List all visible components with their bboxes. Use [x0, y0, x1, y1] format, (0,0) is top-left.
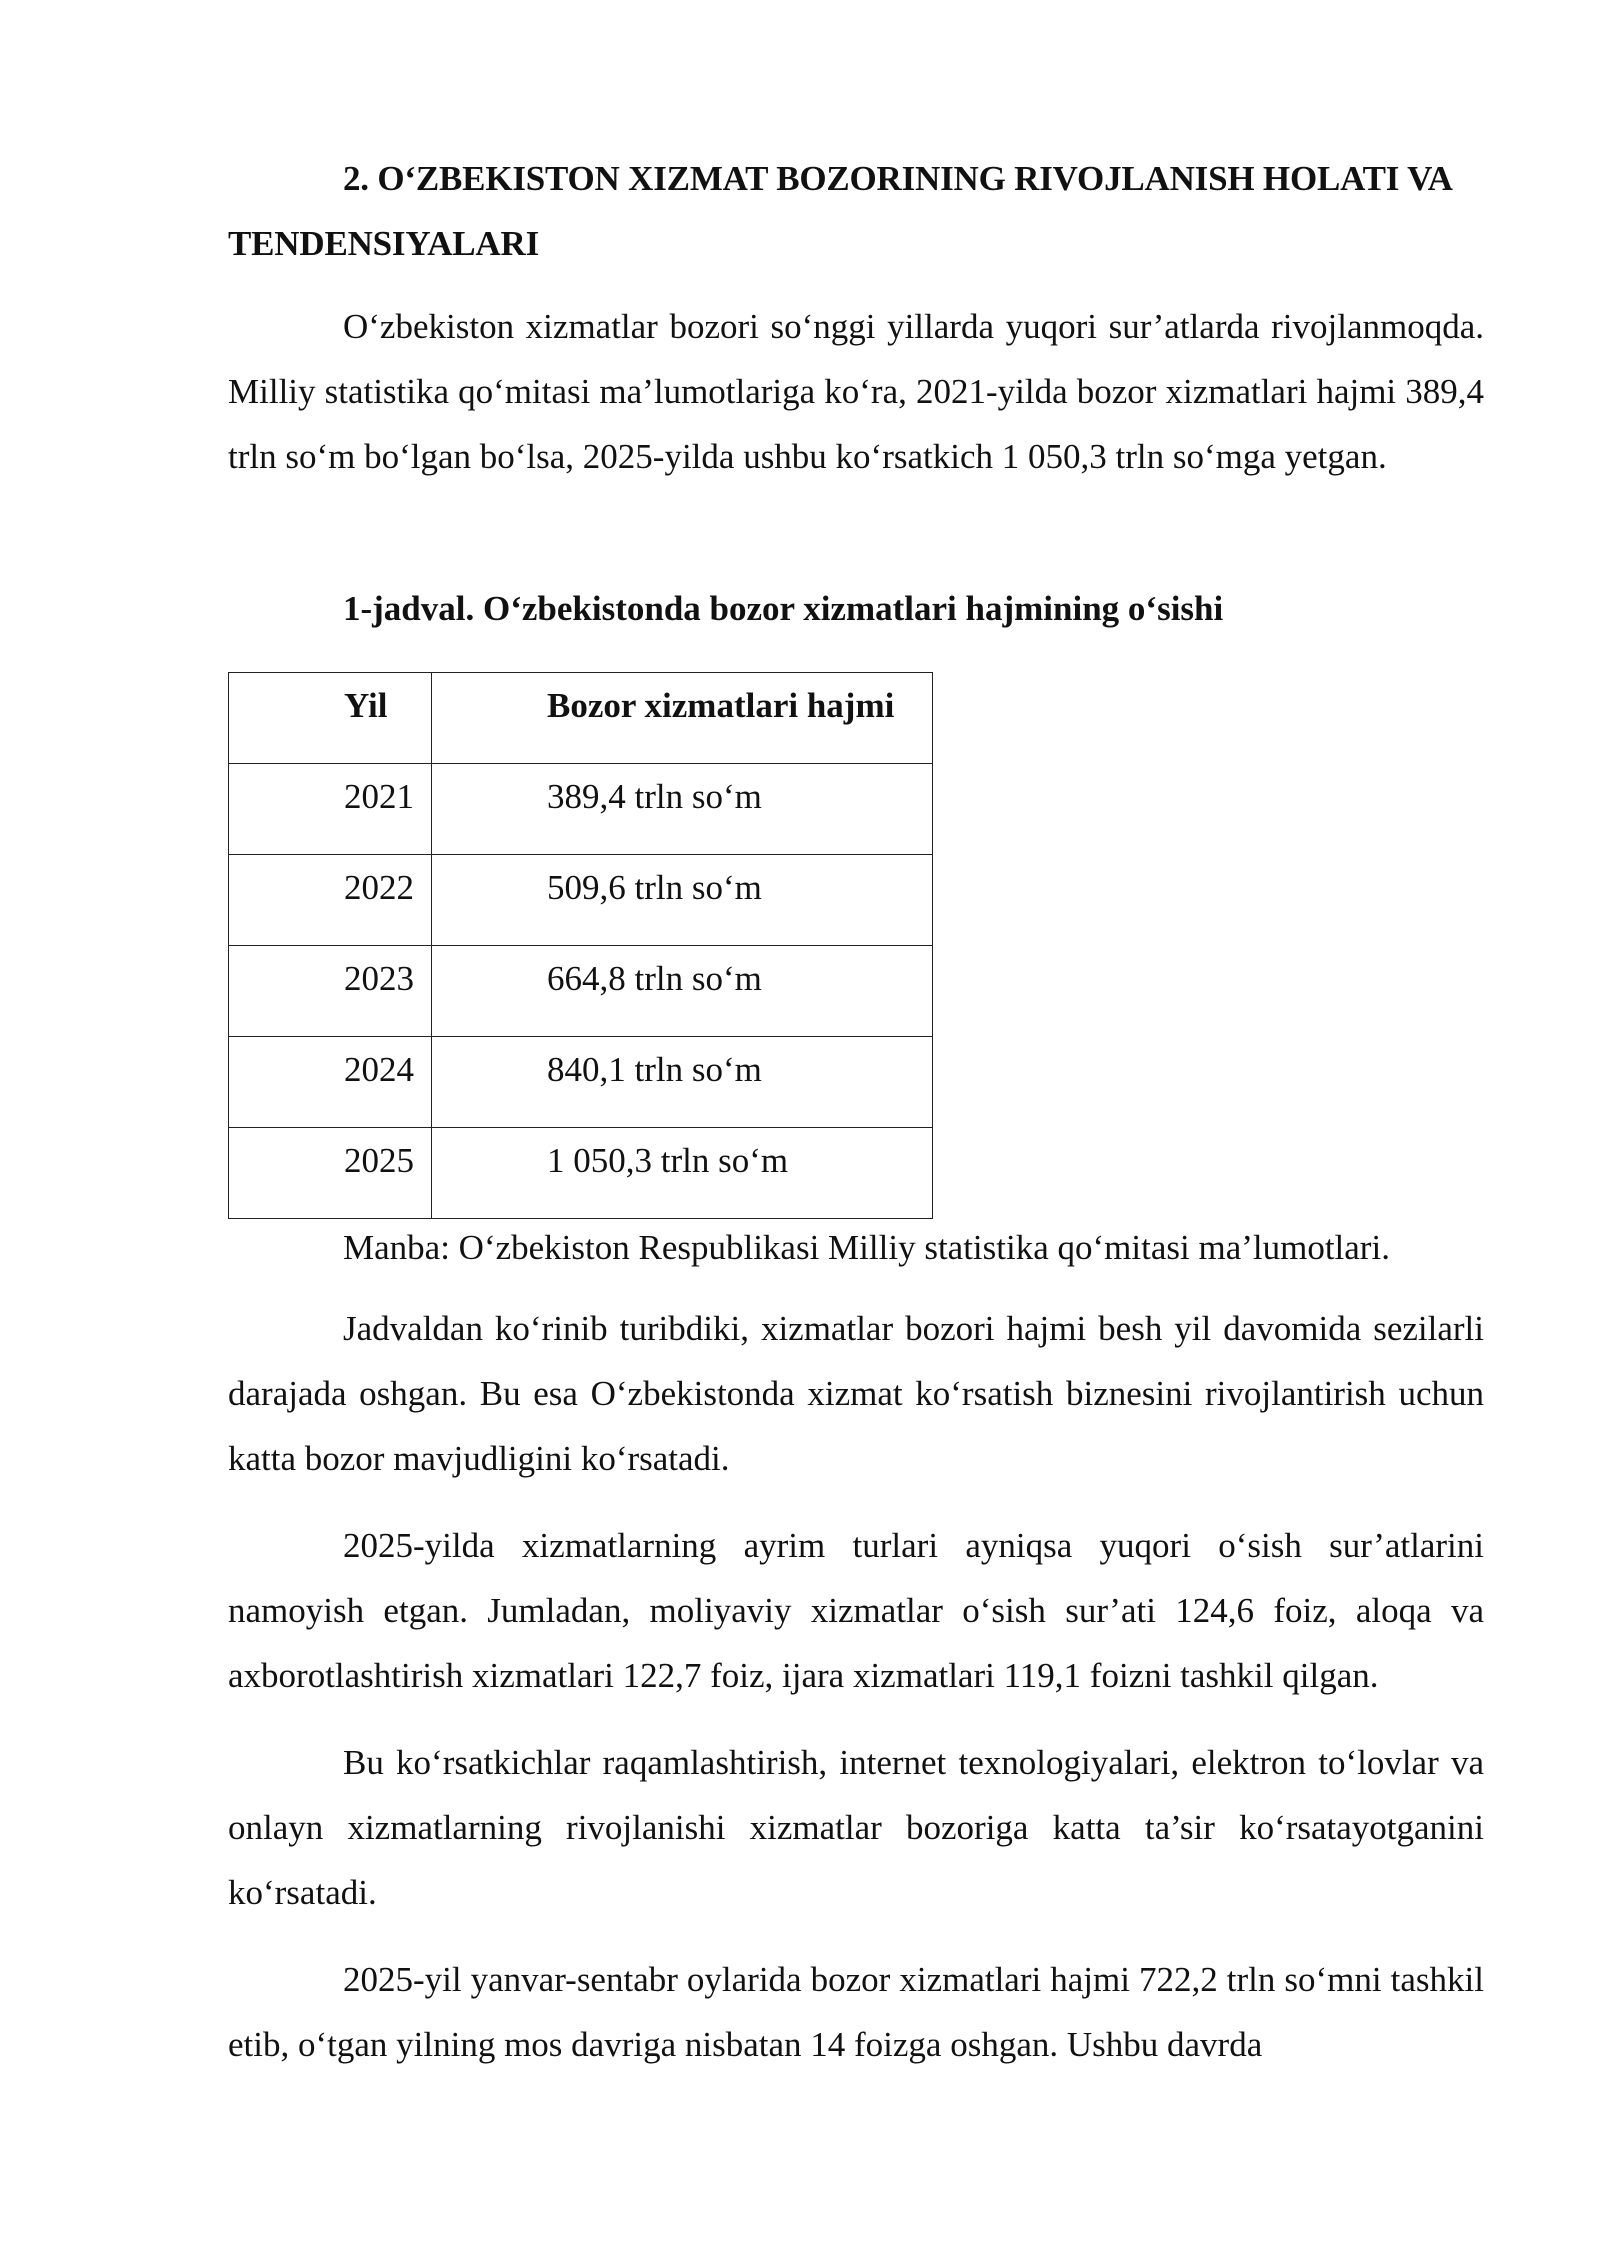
table-row	[229, 946, 933, 1037]
cell-volume: 664,8 trln so‘m	[432, 946, 933, 1037]
table-caption: 1-jadval. O‘zbekistonda bozor xizmatlari hajmining o‘sishi	[343, 589, 1224, 628]
section-heading: 2. O‘ZBEKISTON XIZMAT BOZORINING RIVOJLANISH HOLATI VA TENDENSIYALARI	[228, 159, 1451, 263]
paragraph-digitalization: Bu ko‘rsatkichlar raqamlashtirish, internet texnologiyalari, elektron to‘lovlar va onlayn xizmatlarning rivojlanishi xizmatlar bozoriga katta ta’sir ko‘rsatayotganini ko‘rsatadi.	[228, 1743, 1484, 1912]
cell-volume: 1 050,3 trln so‘m	[432, 1128, 933, 1219]
cell-year: 2024	[229, 1037, 432, 1128]
paragraph-growth-rates: 2025-yilda xizmatlarning ayrim turlari ayniqsa yuqori o‘sish sur’atlarini namoyish etgan. Jumladan, moliyaviy xizmatlar o‘sish sur’ati 124,6 foiz, aloqa va axborotlashtirish xizmatlari 122,7 foiz, ijara xizmatlari 119,1 foizni tashkil qilgan.	[228, 1526, 1484, 1695]
table-row	[229, 1037, 933, 1128]
cell-year: 2023	[229, 946, 432, 1037]
market-volume-table	[228, 672, 933, 1219]
table-row	[229, 855, 933, 946]
paragraph-intro: O‘zbekiston xizmatlar bozori so‘nggi yillarda yuqori sur’atlarda rivojlanmoqda. Milliy statistika qo‘mitasi ma’lumotlariga ko‘ra, 2021-yilda bozor xizmatlari hajmi 389,4 trln so‘m bo‘lgan bo‘lsa, 2025-yilda ushbu ko‘rsatkich 1 050,3 trln so‘mga yetgan.	[228, 307, 1484, 476]
cell-year: 2021	[229, 764, 432, 855]
cell-volume: 389,4 trln so‘m	[432, 764, 933, 855]
cell-year: 2025	[229, 1128, 432, 1219]
cell-year: 2022	[229, 855, 432, 946]
table-header-row	[229, 673, 933, 764]
cell-volume: 840,1 trln so‘m	[432, 1037, 933, 1128]
table-source-note: Manba: O‘zbekiston Respublikasi Milliy statistika qo‘mitasi ma’lumotlari.	[343, 1228, 1390, 1267]
header-year: Yil	[229, 673, 432, 764]
paragraph-table-analysis: Jadvaldan ko‘rinib turibdiki, xizmatlar bozori hajmi besh yil davomida sezilarli darajada oshgan. Bu esa O‘zbekistonda xizmat ko‘rsatish biznesini rivojlantirish uchun katta bozor mavjudligini ko‘rsatadi.	[228, 1309, 1484, 1478]
cell-volume: 509,6 trln so‘m	[432, 855, 933, 946]
paragraph-jan-sep: 2025-yil yanvar-sentabr oylarida bozor xizmatlari hajmi 722,2 trln so‘mni tashkil etib, o‘tgan yilning mos davriga nisbatan 14 foizga oshgan. Ushbu davrda	[228, 1960, 1484, 2064]
table-row	[229, 764, 933, 855]
header-volume: Bozor xizmatlari hajmi	[432, 673, 933, 764]
table-row	[229, 1128, 933, 1219]
